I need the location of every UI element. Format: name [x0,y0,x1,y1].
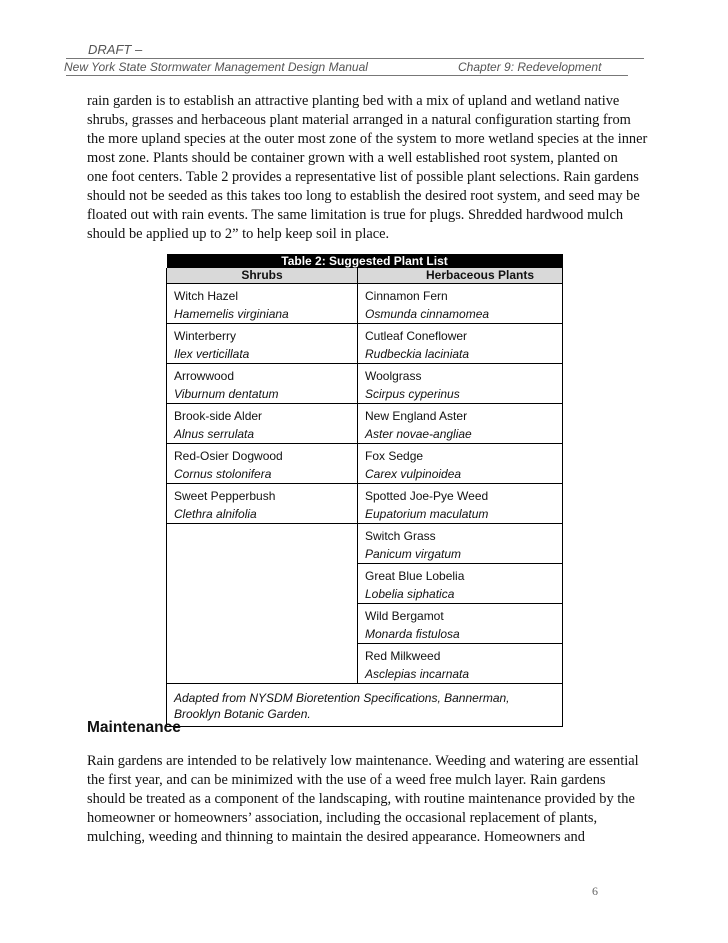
table-row [167,444,563,484]
herb-common-name: Fox Sedge [365,449,424,463]
herb-scientific-name: Aster novae-angliae [365,427,472,441]
shrub-cell [167,484,358,524]
header-chapter-title: Chapter 9: Redevelopment [458,60,602,74]
herb-common-name: Wild Bergamot [365,609,444,623]
table-row [167,364,563,404]
maintenance-line: should be treated as a component of the landscaping, with routine maintenance provided by the [87,791,635,807]
source-line: Adapted from NYSDM Bioretention Specifications, Bannerman, [174,691,510,705]
shrub-cell [167,364,358,404]
herb-cell [358,324,563,364]
shrub-scientific-name: Cornus stolonifera [174,467,272,481]
herb-cell [358,644,563,684]
maintenance-line: mulching, weeding and thinning to maintain the desired appearance. Homeowners and [87,829,585,845]
shrub-common-name: Witch Hazel [174,289,239,303]
intro-line: one foot centers. Table 2 provides a representative list of possible plant selections. Rain gardens [87,169,639,185]
herb-cell [358,524,563,564]
shrub-cell [167,444,358,484]
herb-scientific-name: Rudbeckia laciniata [365,347,470,361]
column-header-shrubs: Shrubs [167,268,358,284]
column-header-herbaceous: Herbaceous Plants [358,268,563,284]
table-row [167,524,563,564]
herb-common-name: Red Milkweed [365,649,441,663]
herb-common-name: Cutleaf Coneflower [365,329,468,343]
intro-line: shrubs, grasses and herbaceous plant material arranged in a natural configuration starting from [87,112,631,128]
table-row [167,284,563,324]
shrub-cell [167,284,358,324]
herb-cell [358,444,563,484]
herb-scientific-name: Eupatorium maculatum [365,507,489,521]
intro-line: should be applied up to 2” to help keep soil in place. [87,226,390,242]
shrub-cell-empty [167,564,358,604]
shrub-scientific-name: Hamemelis virginiana [174,307,289,321]
herb-scientific-name: Scirpus cyperinus [365,387,460,401]
table-source-note [167,684,563,727]
table-row [167,564,563,604]
page-number: 6 [592,884,598,898]
table-row [167,484,563,524]
shrub-scientific-name: Alnus serrulata [174,427,255,441]
shrub-common-name: Arrowwood [174,369,235,383]
herb-cell [358,604,563,644]
intro-line: the more upland species at the outer most zone of the system to more wetland species at the inner [87,131,648,147]
header-rule-top [66,58,644,59]
herb-scientific-name: Osmunda cinnamomea [365,307,490,321]
shrub-scientific-name: Ilex verticillata [174,347,250,361]
table-row [167,604,563,644]
herb-cell [358,484,563,524]
maintenance-line: the first year, and can be minimized with the use of a weed free mulch layer. Rain gardens [87,772,606,788]
header-manual-title: New York State Stormwater Management Design Manual [64,60,368,74]
shrub-cell-empty [167,524,358,564]
shrub-scientific-name: Viburnum dentatum [174,387,279,401]
intro-line: should not be seeded as this takes too long to establish the desired root system, and seed may be [87,188,640,204]
herb-cell [358,404,563,444]
herb-common-name: Switch Grass [365,529,436,543]
intro-paragraph [87,92,647,244]
shrub-common-name: Brook-side Alder [174,409,263,423]
shrub-cell [167,404,358,444]
herb-scientific-name: Carex vulpinoidea [365,467,462,481]
herb-common-name: Spotted Joe-Pye Weed [365,489,489,503]
intro-line: floated out with rain events. The same limitation is true for plugs. Shredded hardwood mulch [87,207,624,223]
maintenance-line: homeowner or homeowners’ association, including the occasional replacement of plants, [87,810,598,826]
shrub-scientific-name: Clethra alnifolia [174,507,257,521]
herb-scientific-name: Asclepias incarnata [365,667,470,681]
herb-cell [358,364,563,404]
intro-line: rain garden is to establish an attractive planting bed with a mix of upland and wetland native [87,93,620,109]
table-title: Table 2: Suggested Plant List [167,254,563,268]
herb-common-name: New England Aster [365,409,468,423]
herb-scientific-name: Panicum virgatum [365,547,462,561]
table-row [167,324,563,364]
source-line: Brooklyn Botanic Garden. [174,707,311,721]
herb-common-name: Great Blue Lobelia [365,569,465,583]
shrub-cell [167,324,358,364]
header-draft-label: DRAFT – [88,42,143,57]
header-rule-bottom [66,75,628,76]
maintenance-line: Rain gardens are intended to be relatively low maintenance. Weeding and watering are essential [87,753,639,769]
shrub-cell-empty [167,644,358,684]
herb-common-name: Cinnamon Fern [365,289,448,303]
herb-cell [358,564,563,604]
herb-scientific-name: Lobelia siphatica [365,587,455,601]
herb-common-name: Woolgrass [365,369,422,383]
herb-cell [358,284,563,324]
shrub-common-name: Red-Osier Dogwood [174,449,283,463]
intro-line: most zone. Plants should be container grown with a well established root system, planted on [87,150,618,166]
table-row [167,404,563,444]
herb-scientific-name: Monarda fistulosa [365,627,460,641]
shrub-cell-empty [167,604,358,644]
plant-list-table [166,254,563,727]
shrub-common-name: Sweet Pepperbush [174,489,276,503]
section-heading-maintenance: Maintenance [87,719,181,736]
table-row [167,644,563,684]
shrub-common-name: Winterberry [174,329,237,343]
table-source-row [167,684,563,727]
maintenance-paragraph [87,752,647,847]
